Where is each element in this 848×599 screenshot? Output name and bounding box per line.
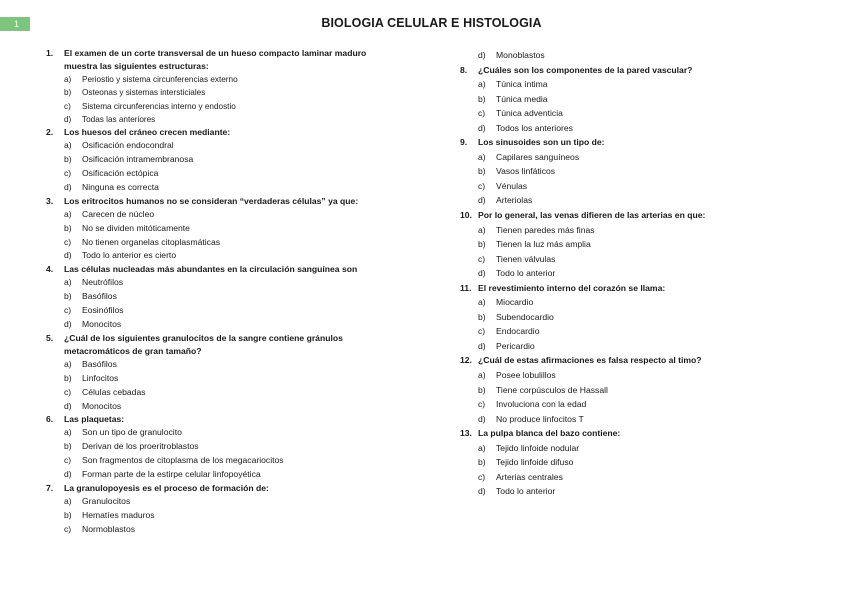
answer-text: Todos los anteriores bbox=[496, 122, 573, 133]
question-line bbox=[46, 126, 406, 139]
answer-text: Todo lo anterior es cierto bbox=[82, 250, 177, 261]
answer-letter: d) bbox=[478, 413, 486, 424]
answer-letter: a) bbox=[64, 277, 72, 288]
answer-option bbox=[460, 484, 760, 499]
answer-letter: b) bbox=[64, 441, 72, 452]
answer-option bbox=[46, 73, 406, 86]
question-line bbox=[460, 208, 760, 223]
answer-letter: c) bbox=[478, 108, 486, 119]
answer-letter: c) bbox=[64, 167, 72, 178]
question-line bbox=[460, 353, 760, 368]
answer-letter: c) bbox=[64, 455, 72, 466]
answer-text: Todo lo anterior bbox=[496, 268, 556, 279]
answer-text: No tienen organelas citoplasmáticas bbox=[82, 236, 221, 247]
question-block bbox=[46, 126, 406, 195]
answer-option bbox=[46, 276, 406, 290]
question-text: Por lo general, las venas difieren de las arterias en que: bbox=[478, 210, 706, 221]
question-line bbox=[46, 47, 406, 60]
answer-text: Forman parte de la estirpe celular linfopoyética bbox=[82, 469, 261, 480]
answer-letter: a) bbox=[478, 151, 486, 162]
answer-option bbox=[460, 48, 760, 63]
answer-text: Todo lo anterior bbox=[496, 486, 556, 497]
page-number-badge: 1 bbox=[0, 17, 30, 31]
question-number: 11. bbox=[460, 282, 472, 293]
answer-text: Túnica íntima bbox=[496, 79, 548, 90]
answer-letter: d) bbox=[478, 340, 486, 351]
answer-letter: b) bbox=[478, 457, 486, 468]
answer-option bbox=[460, 150, 760, 165]
answer-text: Capilares sanguíneos bbox=[496, 151, 580, 162]
answer-option bbox=[460, 295, 760, 310]
left-question-column bbox=[46, 47, 406, 537]
answer-option bbox=[46, 372, 406, 386]
answer-letter: c) bbox=[478, 399, 486, 410]
answer-option bbox=[46, 249, 406, 263]
question-text: muestra las siguientes estructuras: bbox=[64, 61, 209, 71]
answer-option bbox=[46, 153, 406, 167]
answer-text: Células cebadas bbox=[82, 386, 146, 397]
answer-option bbox=[460, 470, 760, 485]
answer-letter: c) bbox=[64, 305, 72, 316]
question-line bbox=[460, 426, 760, 441]
answer-text: Tienen paredes más finas bbox=[496, 224, 595, 235]
answer-option bbox=[460, 106, 760, 121]
answer-text: Miocardio bbox=[496, 297, 534, 308]
answer-text: Arterias centrales bbox=[496, 471, 563, 482]
answer-option bbox=[46, 181, 406, 195]
question-text: ¿Cuáles son los componentes de la pared vascular? bbox=[478, 64, 693, 75]
question-number: 7. bbox=[46, 483, 54, 493]
answer-text: Pericardio bbox=[496, 340, 535, 351]
question-number: 3. bbox=[46, 195, 54, 206]
answer-letter: b) bbox=[64, 222, 72, 233]
answer-letter: d) bbox=[478, 50, 486, 60]
answer-letter: a) bbox=[64, 75, 72, 84]
answer-text: Monocitos bbox=[82, 400, 122, 411]
question-text: Los eritrocitos humanos no se consideran “verdaderas células” ya que: bbox=[64, 195, 359, 206]
question-block bbox=[46, 482, 406, 537]
answer-text: Tejido linfoide difuso bbox=[496, 457, 574, 468]
answer-letter: d) bbox=[478, 195, 486, 206]
answer-option bbox=[46, 426, 406, 440]
answer-option bbox=[46, 222, 406, 236]
answer-text: No produce linfocitos T bbox=[496, 413, 584, 424]
answer-letter: d) bbox=[478, 486, 486, 497]
question-line bbox=[46, 482, 406, 495]
answer-letter: a) bbox=[478, 79, 486, 90]
answer-option bbox=[460, 252, 760, 267]
question-text: Las células nucleadas más abundantes en la circulación sanguínea son bbox=[64, 264, 358, 275]
question-number: 10. bbox=[460, 210, 472, 221]
question-line bbox=[46, 332, 406, 345]
question-number: 6. bbox=[46, 414, 54, 425]
answer-option bbox=[460, 237, 760, 252]
answer-text: Hematíes maduros bbox=[82, 509, 155, 520]
answer-text: Son un tipo de granulocito bbox=[82, 427, 182, 438]
question-number: 12. bbox=[460, 355, 472, 366]
answer-letter: b) bbox=[478, 93, 486, 104]
answer-text: Periostio y sistema circunferencias externo bbox=[82, 75, 238, 84]
answer-letter: c) bbox=[478, 326, 486, 337]
document-title: BIOLOGIA CELULAR E HISTOLOGIA bbox=[321, 16, 542, 30]
answer-text: Granulocitos bbox=[82, 496, 131, 506]
answer-option bbox=[46, 495, 406, 509]
answer-text: Túnica media bbox=[496, 93, 548, 104]
answer-letter: a) bbox=[64, 140, 72, 151]
question-number: 1. bbox=[46, 48, 54, 58]
answer-option bbox=[46, 318, 406, 332]
answer-option bbox=[460, 121, 760, 136]
question-text: ¿Cuál de estas afirmaciones es falsa respecto al timo? bbox=[478, 355, 702, 366]
question-number: 5. bbox=[46, 332, 54, 343]
answer-option bbox=[46, 100, 406, 113]
question-text: Las plaquetas: bbox=[64, 414, 125, 425]
answer-letter: c) bbox=[64, 236, 72, 247]
answer-option bbox=[460, 383, 760, 398]
answer-option bbox=[46, 454, 406, 468]
answer-text: Subendocardio bbox=[496, 311, 554, 322]
question-block bbox=[460, 426, 760, 499]
question-block bbox=[46, 332, 406, 414]
answer-text: Linfocitos bbox=[82, 372, 119, 383]
answer-option bbox=[460, 77, 760, 92]
answer-option bbox=[46, 236, 406, 250]
question-block bbox=[460, 281, 760, 354]
answer-option bbox=[460, 223, 760, 238]
question-block bbox=[46, 413, 406, 482]
answer-letter: c) bbox=[64, 101, 71, 111]
answer-letter: d) bbox=[64, 469, 72, 480]
answer-letter: b) bbox=[64, 154, 72, 165]
answer-letter: d) bbox=[64, 250, 72, 261]
answer-option bbox=[46, 167, 406, 181]
question-line bbox=[46, 60, 406, 73]
question-block bbox=[46, 195, 406, 264]
question-block bbox=[460, 63, 760, 136]
answer-letter: b) bbox=[64, 509, 72, 520]
answer-letter: a) bbox=[478, 224, 486, 235]
question-line bbox=[46, 413, 406, 426]
answer-letter: b) bbox=[64, 291, 72, 302]
answer-letter: b) bbox=[478, 311, 486, 322]
question-text: ¿Cuál de los siguientes granulocitos de la sangre contiene gránulos bbox=[64, 332, 343, 343]
answer-letter: b) bbox=[478, 166, 486, 177]
answer-option bbox=[46, 358, 406, 372]
answer-letter: a) bbox=[478, 297, 486, 308]
answer-option bbox=[46, 86, 406, 99]
answer-text: Monocitos bbox=[82, 318, 122, 329]
question-text: El revestimiento interno del corazón se llama: bbox=[478, 282, 666, 293]
question-line bbox=[460, 281, 760, 296]
question-block bbox=[460, 208, 760, 281]
answer-option bbox=[46, 113, 406, 126]
answer-option bbox=[46, 523, 406, 537]
answer-text: Osificación intramembranosa bbox=[82, 154, 194, 165]
answer-letter: a) bbox=[64, 358, 72, 369]
answer-text: Vénulas bbox=[496, 180, 528, 191]
answer-text: Vasos linfáticos bbox=[496, 166, 556, 177]
answer-option bbox=[46, 139, 406, 153]
answer-letter: a) bbox=[64, 208, 72, 219]
question-block bbox=[460, 353, 760, 426]
question-line bbox=[460, 63, 760, 78]
answer-option bbox=[46, 400, 406, 414]
answer-text: Neutrófilos bbox=[82, 277, 124, 288]
answer-letter: c) bbox=[64, 523, 72, 534]
answer-letter: c) bbox=[478, 471, 486, 482]
answer-option bbox=[460, 266, 760, 281]
answer-text: Tienen válvulas bbox=[496, 253, 556, 264]
question-line bbox=[460, 135, 760, 150]
answer-option bbox=[46, 290, 406, 304]
answer-text: Tejido linfoide nodular bbox=[496, 442, 580, 453]
answer-option bbox=[460, 324, 760, 339]
answer-text: Tiene corpúsculos de Hassall bbox=[496, 384, 608, 395]
answer-text: Eosinófilos bbox=[82, 305, 124, 316]
answer-text: Carecen de núcleo bbox=[82, 208, 155, 219]
answer-option bbox=[460, 92, 760, 107]
question-text: El examen de un corte transversal de un hueso compacto laminar maduro bbox=[64, 48, 367, 58]
answer-text: Son fragmentos de citoplasma de los megacariocitos bbox=[82, 455, 284, 466]
answer-option bbox=[460, 339, 760, 354]
question-text: La pulpa blanca del bazo contiene: bbox=[478, 428, 621, 439]
answer-option bbox=[460, 412, 760, 427]
right-question-column bbox=[460, 48, 760, 499]
question-number: 2. bbox=[46, 127, 54, 138]
answer-text: No se dividen mitóticamente bbox=[82, 222, 190, 233]
question-text: metacromáticos de gran tamaño? bbox=[64, 345, 202, 356]
answer-letter: d) bbox=[64, 114, 72, 124]
answer-letter: d) bbox=[64, 318, 72, 329]
question-block bbox=[460, 135, 760, 208]
answer-option bbox=[46, 208, 406, 222]
question-block bbox=[46, 47, 406, 126]
question-text: Los huesos del cráneo crecen mediante: bbox=[64, 127, 231, 138]
answer-text: Sistema circunferencias interno y endostio bbox=[82, 101, 236, 111]
answer-text: Derivan de los proeritroblastos bbox=[82, 441, 199, 452]
answer-text: Todas las anteriores bbox=[82, 114, 156, 124]
question-block bbox=[46, 263, 406, 332]
question-number: 4. bbox=[46, 264, 54, 275]
answer-text: Túnica adventicia bbox=[496, 108, 563, 119]
answer-text: Endocardio bbox=[496, 326, 540, 337]
question-line bbox=[46, 263, 406, 276]
answer-option bbox=[460, 164, 760, 179]
question-text: Los sinusoides son un tipo de: bbox=[478, 137, 605, 148]
answer-text: Monoblastos bbox=[496, 50, 545, 60]
answer-text: Osteonas y sistemas intersticiales bbox=[82, 88, 206, 98]
answer-option bbox=[46, 440, 406, 454]
answer-letter: a) bbox=[478, 442, 486, 453]
answer-letter: c) bbox=[478, 253, 486, 264]
answer-letter: c) bbox=[478, 180, 486, 191]
question-number: 13. bbox=[460, 428, 472, 439]
answer-text: Tienen la luz más amplia bbox=[496, 239, 591, 250]
answer-option bbox=[46, 468, 406, 482]
answer-text: Basófilos bbox=[82, 358, 117, 369]
answer-text: Posee lobulillos bbox=[496, 370, 556, 381]
answer-option bbox=[46, 386, 406, 400]
answer-option bbox=[460, 441, 760, 456]
question-block bbox=[460, 48, 760, 63]
answer-text: Osificación endocondral bbox=[82, 140, 174, 151]
answer-option bbox=[46, 509, 406, 523]
question-number: 8. bbox=[460, 64, 468, 75]
answer-letter: b) bbox=[64, 372, 72, 383]
answer-text: Arteriolas bbox=[496, 195, 533, 206]
answer-text: Normoblastos bbox=[82, 523, 136, 534]
answer-letter: b) bbox=[64, 88, 72, 98]
answer-letter: b) bbox=[478, 384, 486, 395]
answer-option bbox=[460, 397, 760, 412]
answer-letter: d) bbox=[64, 181, 72, 192]
answer-option bbox=[460, 455, 760, 470]
question-number: 9. bbox=[460, 137, 468, 148]
answer-letter: d) bbox=[478, 122, 486, 133]
answer-text: Ninguna es correcta bbox=[82, 181, 159, 192]
question-line bbox=[46, 195, 406, 208]
answer-text: Basófilos bbox=[82, 291, 117, 302]
answer-letter: c) bbox=[64, 386, 72, 397]
answer-text: Involuciona con la edad bbox=[496, 399, 587, 410]
answer-letter: a) bbox=[64, 427, 72, 438]
answer-option bbox=[460, 368, 760, 383]
question-line bbox=[46, 345, 406, 358]
answer-option bbox=[460, 193, 760, 208]
answer-letter: d) bbox=[64, 400, 72, 411]
answer-letter: d) bbox=[478, 268, 486, 279]
answer-option bbox=[460, 310, 760, 325]
answer-text: Osificación ectópica bbox=[82, 167, 159, 178]
answer-option bbox=[460, 179, 760, 194]
answer-option bbox=[46, 304, 406, 318]
answer-letter: b) bbox=[478, 239, 486, 250]
answer-letter: a) bbox=[64, 496, 72, 506]
answer-letter: a) bbox=[478, 370, 486, 381]
question-text: La granulopoyesis es el proceso de formación de: bbox=[64, 483, 269, 493]
